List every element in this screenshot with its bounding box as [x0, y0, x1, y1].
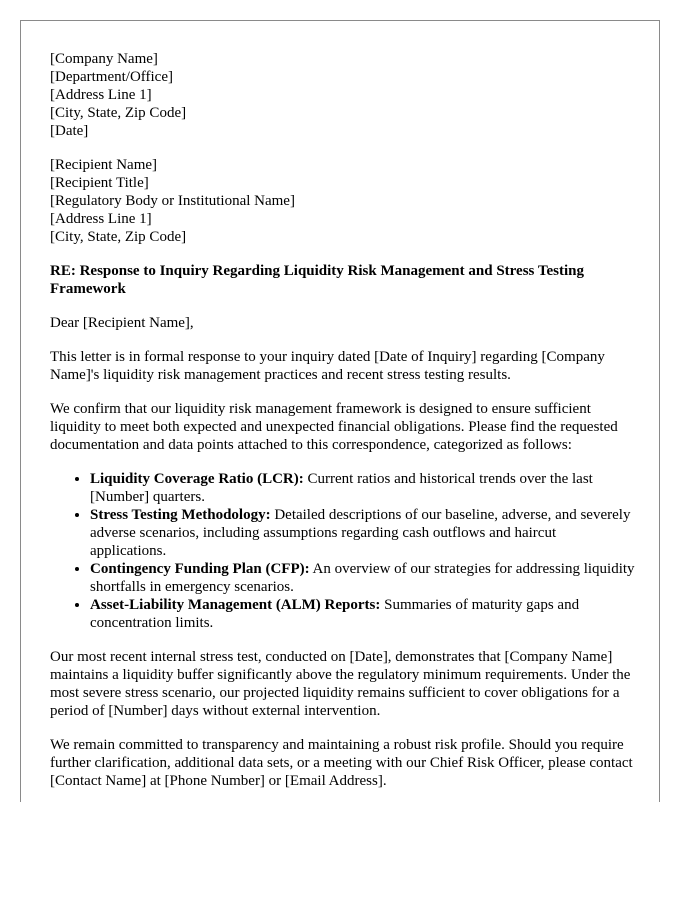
sender-department: [Department/Office]: [50, 69, 173, 85]
list-item-term: Stress Testing Methodology:: [90, 507, 271, 523]
list-item-term: Asset-Liability Management (ALM) Reports:: [90, 597, 381, 613]
recipient-name: [Recipient Name]: [50, 157, 158, 173]
letter-page: [20, 20, 660, 802]
intro-paragraph: This letter is in formal response to your inquiry dated [Date of Inquiry] regarding [Company Name]'s liquidity risk management practices and recent stress testing results.: [50, 349, 605, 383]
recipient-block: [50, 156, 635, 246]
documentation-list: [50, 470, 635, 632]
letter-content: [50, 50, 635, 802]
confirm-paragraph: We confirm that our liquidity risk management framework is designed to ensure sufficient liquidity to meet both expected and unexpected financial obligations. Please find the requested documentation and data points attached to this correspondence, categorized as follows:: [50, 401, 618, 453]
sender-address: [Address Line 1]: [50, 87, 152, 103]
sender-date: [Date]: [50, 123, 89, 139]
list-item: [90, 506, 635, 560]
closing-paragraph: We remain committed to transparency and maintaining a robust risk profile. Should you require further clarification, additional data sets, or a meeting with our Chief Risk Officer, please contact [Contact Name] at [Phone Number] or [Email Address].: [50, 737, 633, 789]
recipient-address: [Address Line 1]: [50, 211, 152, 227]
salutation: Dear [Recipient Name],: [50, 315, 194, 331]
list-item-text: Summaries of maturity gaps and concentration limits.: [90, 597, 580, 631]
sender-city: [City, State, Zip Code]: [50, 105, 187, 121]
recipient-organization: [Regulatory Body or Institutional Name]: [50, 193, 295, 209]
stress-test-paragraph: Our most recent internal stress test, conducted on [Date], demonstrates that [Company Name] maintains a liquidity buffer significantly above the regulatory minimum requirements. Under the most severe stress scenario, our projected liquidity remains sufficient to cover obligations for a period of [Number] days without external intervention.: [50, 649, 631, 719]
list-item: [90, 560, 635, 596]
list-item: [90, 596, 635, 632]
recipient-city: [City, State, Zip Code]: [50, 229, 187, 245]
sender-block: [50, 50, 635, 140]
recipient-title: [Recipient Title]: [50, 175, 149, 191]
list-item: [90, 470, 635, 506]
list-item-text: An overview of our strategies for addressing liquidity shortfalls in emergency scenarios.: [90, 561, 635, 595]
sender-company: [Company Name]: [50, 51, 158, 67]
list-item-text: Detailed descriptions of our baseline, adverse, and severely adverse scenarios, including assumptions regarding cash outflows and haircut applications.: [90, 507, 631, 559]
subject-line: RE: Response to Inquiry Regarding Liquidity Risk Management and Stress Testing Framework: [50, 263, 584, 297]
list-item-term: Contingency Funding Plan (CFP):: [90, 561, 310, 577]
list-item-text: Current ratios and historical trends over the last [Number] quarters.: [90, 471, 593, 505]
list-item-term: Liquidity Coverage Ratio (LCR):: [90, 471, 304, 487]
